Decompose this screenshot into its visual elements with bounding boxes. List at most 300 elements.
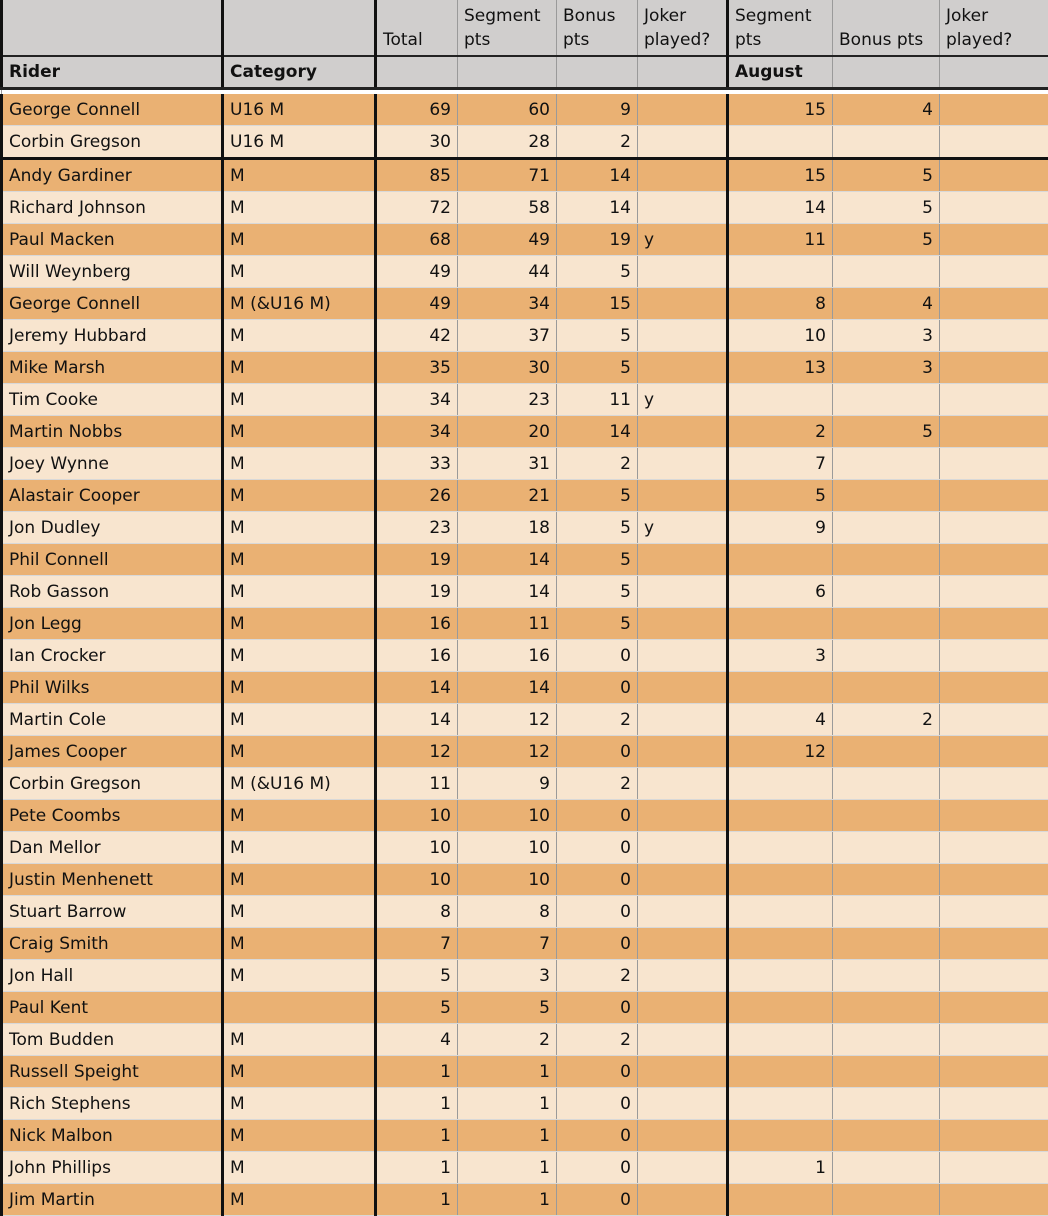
segment-pts-cell[interactable]: 1: [458, 1120, 557, 1152]
joker-cell[interactable]: [638, 192, 728, 224]
joker-cell[interactable]: [638, 1088, 728, 1120]
joker-cell[interactable]: [638, 416, 728, 448]
segment-pts-cell[interactable]: 8: [458, 896, 557, 928]
rider-cell[interactable]: Will Weynberg: [2, 256, 223, 288]
bonus-pts-cell[interactable]: 0: [557, 640, 638, 672]
month-joker-cell[interactable]: [940, 192, 1048, 224]
bonus-pts-cell[interactable]: 0: [557, 1120, 638, 1152]
month-segment-pts-cell[interactable]: [728, 672, 833, 704]
segment-pts-cell[interactable]: 1: [458, 1184, 557, 1216]
segment-pts-cell[interactable]: 9: [458, 768, 557, 800]
segment-pts-cell[interactable]: 49: [458, 224, 557, 256]
month-segment-pts-cell[interactable]: [728, 1056, 833, 1088]
header-category[interactable]: Category: [223, 56, 376, 89]
rider-cell[interactable]: Stuart Barrow: [2, 896, 223, 928]
header-cell[interactable]: [833, 56, 940, 89]
month-joker-cell[interactable]: [940, 94, 1048, 126]
total-cell[interactable]: 4: [376, 1024, 458, 1056]
joker-cell[interactable]: [638, 832, 728, 864]
joker-cell[interactable]: [638, 288, 728, 320]
bonus-pts-cell[interactable]: 0: [557, 864, 638, 896]
month-segment-pts-cell[interactable]: 15: [728, 94, 833, 126]
bonus-pts-cell[interactable]: 5: [557, 320, 638, 352]
joker-cell[interactable]: [638, 1152, 728, 1184]
joker-cell[interactable]: [638, 928, 728, 960]
segment-pts-cell[interactable]: 30: [458, 352, 557, 384]
category-cell[interactable]: M: [223, 608, 376, 640]
month-joker-cell[interactable]: [940, 672, 1048, 704]
bonus-pts-cell[interactable]: 0: [557, 736, 638, 768]
header-month[interactable]: August: [728, 56, 833, 89]
rider-cell[interactable]: Corbin Gregson: [2, 126, 223, 159]
bonus-pts-cell[interactable]: 5: [557, 544, 638, 576]
bonus-pts-cell[interactable]: 2: [557, 448, 638, 480]
month-joker-cell[interactable]: [940, 896, 1048, 928]
rider-cell[interactable]: Corbin Gregson: [2, 768, 223, 800]
segment-pts-cell[interactable]: 23: [458, 384, 557, 416]
total-cell[interactable]: 14: [376, 704, 458, 736]
segment-pts-cell[interactable]: 37: [458, 320, 557, 352]
rider-cell[interactable]: Justin Menhenett: [2, 864, 223, 896]
rider-cell[interactable]: Richard Johnson: [2, 192, 223, 224]
month-segment-pts-cell[interactable]: [728, 800, 833, 832]
month-segment-pts-cell[interactable]: 5: [728, 480, 833, 512]
segment-pts-cell[interactable]: 21: [458, 480, 557, 512]
joker-cell[interactable]: [638, 1184, 728, 1216]
month-joker-cell[interactable]: [940, 256, 1048, 288]
month-bonus-pts-cell[interactable]: [833, 992, 940, 1024]
bonus-pts-cell[interactable]: 0: [557, 1184, 638, 1216]
month-bonus-pts-cell[interactable]: 2: [833, 704, 940, 736]
month-segment-pts-cell[interactable]: 15: [728, 159, 833, 192]
total-cell[interactable]: 49: [376, 256, 458, 288]
category-cell[interactable]: M: [223, 864, 376, 896]
total-cell[interactable]: 1: [376, 1120, 458, 1152]
month-segment-pts-cell[interactable]: 14: [728, 192, 833, 224]
rider-cell[interactable]: Jeremy Hubbard: [2, 320, 223, 352]
rider-cell[interactable]: Dan Mellor: [2, 832, 223, 864]
month-segment-pts-cell[interactable]: [728, 832, 833, 864]
month-joker-cell[interactable]: [940, 960, 1048, 992]
rider-cell[interactable]: Russell Speight: [2, 1056, 223, 1088]
month-joker-cell[interactable]: [940, 1184, 1048, 1216]
total-cell[interactable]: 5: [376, 960, 458, 992]
category-cell[interactable]: M: [223, 576, 376, 608]
month-bonus-pts-cell[interactable]: [833, 960, 940, 992]
category-cell[interactable]: U16 M: [223, 126, 376, 159]
month-segment-pts-cell[interactable]: [728, 896, 833, 928]
month-segment-pts-cell[interactable]: [728, 544, 833, 576]
month-joker-cell[interactable]: [940, 1088, 1048, 1120]
category-cell[interactable]: M (&U16 M): [223, 768, 376, 800]
month-joker-cell[interactable]: [940, 640, 1048, 672]
month-bonus-pts-cell[interactable]: [833, 896, 940, 928]
segment-pts-cell[interactable]: 20: [458, 416, 557, 448]
month-segment-pts-cell[interactable]: 11: [728, 224, 833, 256]
total-cell[interactable]: 16: [376, 608, 458, 640]
total-cell[interactable]: 49: [376, 288, 458, 320]
rider-cell[interactable]: Nick Malbon: [2, 1120, 223, 1152]
segment-pts-cell[interactable]: 44: [458, 256, 557, 288]
segment-pts-cell[interactable]: 60: [458, 94, 557, 126]
rider-cell[interactable]: Phil Connell: [2, 544, 223, 576]
total-cell[interactable]: 1: [376, 1152, 458, 1184]
segment-pts-cell[interactable]: 11: [458, 608, 557, 640]
category-cell[interactable]: M: [223, 320, 376, 352]
rider-cell[interactable]: Pete Coombs: [2, 800, 223, 832]
segment-pts-cell[interactable]: 10: [458, 832, 557, 864]
header-rider[interactable]: Rider: [2, 56, 223, 89]
month-bonus-pts-cell[interactable]: 4: [833, 288, 940, 320]
month-joker-cell[interactable]: [940, 928, 1048, 960]
month-bonus-pts-cell[interactable]: [833, 864, 940, 896]
total-cell[interactable]: 11: [376, 768, 458, 800]
month-bonus-pts-cell[interactable]: [833, 512, 940, 544]
total-cell[interactable]: 8: [376, 896, 458, 928]
header-cell[interactable]: [638, 56, 728, 89]
month-segment-pts-cell[interactable]: [728, 256, 833, 288]
segment-pts-cell[interactable]: 34: [458, 288, 557, 320]
month-segment-pts-cell[interactable]: [728, 1024, 833, 1056]
joker-cell[interactable]: y: [638, 384, 728, 416]
month-segment-pts-cell[interactable]: 8: [728, 288, 833, 320]
month-segment-pts-cell[interactable]: 4: [728, 704, 833, 736]
total-cell[interactable]: 16: [376, 640, 458, 672]
bonus-pts-cell[interactable]: 0: [557, 672, 638, 704]
month-segment-pts-cell[interactable]: 10: [728, 320, 833, 352]
month-bonus-pts-cell[interactable]: [833, 1120, 940, 1152]
bonus-pts-cell[interactable]: 0: [557, 832, 638, 864]
month-bonus-pts-cell[interactable]: [833, 126, 940, 159]
category-cell[interactable]: M: [223, 1088, 376, 1120]
category-cell[interactable]: M: [223, 832, 376, 864]
total-cell[interactable]: 23: [376, 512, 458, 544]
joker-cell[interactable]: [638, 1120, 728, 1152]
rider-cell[interactable]: Jim Martin: [2, 1184, 223, 1216]
rider-cell[interactable]: Rich Stephens: [2, 1088, 223, 1120]
month-bonus-pts-cell[interactable]: 3: [833, 352, 940, 384]
month-segment-pts-cell[interactable]: 13: [728, 352, 833, 384]
category-cell[interactable]: M: [223, 1056, 376, 1088]
bonus-pts-cell[interactable]: 14: [557, 416, 638, 448]
joker-cell[interactable]: y: [638, 512, 728, 544]
joker-cell[interactable]: [638, 768, 728, 800]
month-joker-cell[interactable]: [940, 288, 1048, 320]
total-cell[interactable]: 10: [376, 832, 458, 864]
rider-cell[interactable]: James Cooper: [2, 736, 223, 768]
segment-pts-cell[interactable]: 14: [458, 544, 557, 576]
bonus-pts-cell[interactable]: 0: [557, 928, 638, 960]
total-cell[interactable]: 19: [376, 544, 458, 576]
segment-pts-cell[interactable]: 1: [458, 1088, 557, 1120]
bonus-pts-cell[interactable]: 15: [557, 288, 638, 320]
bonus-pts-cell[interactable]: 0: [557, 896, 638, 928]
month-joker-cell[interactable]: [940, 448, 1048, 480]
segment-pts-cell[interactable]: 28: [458, 126, 557, 159]
month-joker-cell[interactable]: [940, 512, 1048, 544]
segment-pts-cell[interactable]: 18: [458, 512, 557, 544]
month-bonus-pts-cell[interactable]: [833, 928, 940, 960]
rider-cell[interactable]: Jon Hall: [2, 960, 223, 992]
header-cell[interactable]: [376, 56, 458, 89]
bonus-pts-cell[interactable]: 9: [557, 94, 638, 126]
bonus-pts-cell[interactable]: 2: [557, 768, 638, 800]
category-cell[interactable]: M: [223, 416, 376, 448]
joker-cell[interactable]: [638, 960, 728, 992]
month-joker-cell[interactable]: [940, 736, 1048, 768]
month-joker-cell[interactable]: [940, 126, 1048, 159]
joker-cell[interactable]: [638, 608, 728, 640]
total-cell[interactable]: 72: [376, 192, 458, 224]
month-bonus-pts-cell[interactable]: 5: [833, 224, 940, 256]
month-segment-pts-cell[interactable]: [728, 608, 833, 640]
total-cell[interactable]: 1: [376, 1056, 458, 1088]
month-bonus-pts-cell[interactable]: 3: [833, 320, 940, 352]
category-cell[interactable]: [223, 992, 376, 1024]
joker-cell[interactable]: [638, 256, 728, 288]
joker-cell[interactable]: [638, 736, 728, 768]
month-bonus-pts-cell[interactable]: 4: [833, 94, 940, 126]
month-joker-cell[interactable]: [940, 576, 1048, 608]
month-bonus-pts-cell[interactable]: [833, 1056, 940, 1088]
segment-pts-cell[interactable]: 58: [458, 192, 557, 224]
total-cell[interactable]: 12: [376, 736, 458, 768]
rider-cell[interactable]: Phil Wilks: [2, 672, 223, 704]
bonus-pts-cell[interactable]: 5: [557, 256, 638, 288]
total-cell[interactable]: 10: [376, 864, 458, 896]
joker-cell[interactable]: [638, 864, 728, 896]
segment-pts-cell[interactable]: 1: [458, 1056, 557, 1088]
category-cell[interactable]: M: [223, 256, 376, 288]
month-segment-pts-cell[interactable]: 12: [728, 736, 833, 768]
header-bonus-pts[interactable]: Bonus pts: [557, 0, 638, 56]
category-cell[interactable]: M: [223, 1152, 376, 1184]
category-cell[interactable]: M: [223, 640, 376, 672]
month-joker-cell[interactable]: [940, 416, 1048, 448]
joker-cell[interactable]: y: [638, 224, 728, 256]
month-joker-cell[interactable]: [940, 224, 1048, 256]
category-cell[interactable]: M: [223, 1184, 376, 1216]
header-total[interactable]: Total: [376, 0, 458, 56]
total-cell[interactable]: 26: [376, 480, 458, 512]
total-cell[interactable]: 19: [376, 576, 458, 608]
rider-cell[interactable]: Tom Budden: [2, 1024, 223, 1056]
month-segment-pts-cell[interactable]: [728, 126, 833, 159]
category-cell[interactable]: M: [223, 960, 376, 992]
month-segment-pts-cell[interactable]: [728, 928, 833, 960]
month-joker-cell[interactable]: [940, 1152, 1048, 1184]
joker-cell[interactable]: [638, 1056, 728, 1088]
total-cell[interactable]: 85: [376, 159, 458, 192]
month-joker-cell[interactable]: [940, 1120, 1048, 1152]
month-bonus-pts-cell[interactable]: 5: [833, 192, 940, 224]
total-cell[interactable]: 10: [376, 800, 458, 832]
category-cell[interactable]: M: [223, 352, 376, 384]
bonus-pts-cell[interactable]: 2: [557, 1024, 638, 1056]
joker-cell[interactable]: [638, 704, 728, 736]
bonus-pts-cell[interactable]: 19: [557, 224, 638, 256]
month-bonus-pts-cell[interactable]: 5: [833, 416, 940, 448]
month-bonus-pts-cell[interactable]: [833, 736, 940, 768]
joker-cell[interactable]: [638, 576, 728, 608]
total-cell[interactable]: 34: [376, 384, 458, 416]
header-cell[interactable]: [223, 0, 376, 56]
total-cell[interactable]: 1: [376, 1184, 458, 1216]
category-cell[interactable]: M: [223, 159, 376, 192]
bonus-pts-cell[interactable]: 2: [557, 960, 638, 992]
category-cell[interactable]: M: [223, 384, 376, 416]
category-cell[interactable]: M: [223, 224, 376, 256]
bonus-pts-cell[interactable]: 14: [557, 192, 638, 224]
header-cell[interactable]: [557, 56, 638, 89]
month-bonus-pts-cell[interactable]: [833, 608, 940, 640]
segment-pts-cell[interactable]: 71: [458, 159, 557, 192]
month-joker-cell[interactable]: [940, 1024, 1048, 1056]
category-cell[interactable]: M: [223, 480, 376, 512]
month-segment-pts-cell[interactable]: [728, 768, 833, 800]
category-cell[interactable]: M: [223, 736, 376, 768]
month-joker-cell[interactable]: [940, 608, 1048, 640]
segment-pts-cell[interactable]: 14: [458, 576, 557, 608]
segment-pts-cell[interactable]: 5: [458, 992, 557, 1024]
rider-cell[interactable]: Ian Crocker: [2, 640, 223, 672]
month-segment-pts-cell[interactable]: [728, 992, 833, 1024]
month-bonus-pts-cell[interactable]: [833, 672, 940, 704]
rider-cell[interactable]: Paul Kent: [2, 992, 223, 1024]
month-bonus-pts-cell[interactable]: [833, 640, 940, 672]
rider-cell[interactable]: Joey Wynne: [2, 448, 223, 480]
bonus-pts-cell[interactable]: 5: [557, 576, 638, 608]
bonus-pts-cell[interactable]: 0: [557, 1056, 638, 1088]
rider-cell[interactable]: George Connell: [2, 288, 223, 320]
month-segment-pts-cell[interactable]: 6: [728, 576, 833, 608]
month-bonus-pts-cell[interactable]: [833, 384, 940, 416]
month-segment-pts-cell[interactable]: 3: [728, 640, 833, 672]
month-bonus-pts-cell[interactable]: [833, 832, 940, 864]
segment-pts-cell[interactable]: 7: [458, 928, 557, 960]
category-cell[interactable]: M: [223, 1120, 376, 1152]
segment-pts-cell[interactable]: 14: [458, 672, 557, 704]
month-bonus-pts-cell[interactable]: [833, 768, 940, 800]
joker-cell[interactable]: [638, 800, 728, 832]
month-bonus-pts-cell[interactable]: [833, 544, 940, 576]
month-bonus-pts-cell[interactable]: [833, 1152, 940, 1184]
month-joker-cell[interactable]: [940, 480, 1048, 512]
month-joker-cell[interactable]: [940, 1056, 1048, 1088]
joker-cell[interactable]: [638, 992, 728, 1024]
month-joker-cell[interactable]: [940, 704, 1048, 736]
month-joker-cell[interactable]: [940, 800, 1048, 832]
segment-pts-cell[interactable]: 16: [458, 640, 557, 672]
rider-cell[interactable]: Craig Smith: [2, 928, 223, 960]
total-cell[interactable]: 30: [376, 126, 458, 159]
rider-cell[interactable]: Jon Legg: [2, 608, 223, 640]
header-month-joker-played[interactable]: Joker played?: [940, 0, 1048, 56]
segment-pts-cell[interactable]: 12: [458, 736, 557, 768]
category-cell[interactable]: U16 M: [223, 94, 376, 126]
bonus-pts-cell[interactable]: 5: [557, 608, 638, 640]
month-bonus-pts-cell[interactable]: [833, 1088, 940, 1120]
joker-cell[interactable]: [638, 448, 728, 480]
total-cell[interactable]: 5: [376, 992, 458, 1024]
month-segment-pts-cell[interactable]: 9: [728, 512, 833, 544]
month-bonus-pts-cell[interactable]: [833, 480, 940, 512]
category-cell[interactable]: M (&U16 M): [223, 288, 376, 320]
total-cell[interactable]: 69: [376, 94, 458, 126]
total-cell[interactable]: 33: [376, 448, 458, 480]
month-bonus-pts-cell[interactable]: 5: [833, 159, 940, 192]
rider-cell[interactable]: Mike Marsh: [2, 352, 223, 384]
category-cell[interactable]: M: [223, 512, 376, 544]
month-joker-cell[interactable]: [940, 159, 1048, 192]
month-segment-pts-cell[interactable]: [728, 384, 833, 416]
month-bonus-pts-cell[interactable]: [833, 576, 940, 608]
category-cell[interactable]: M: [223, 800, 376, 832]
rider-cell[interactable]: Martin Nobbs: [2, 416, 223, 448]
month-joker-cell[interactable]: [940, 384, 1048, 416]
header-month-segment-pts[interactable]: Segment pts: [728, 0, 833, 56]
bonus-pts-cell[interactable]: 2: [557, 704, 638, 736]
month-segment-pts-cell[interactable]: 2: [728, 416, 833, 448]
month-joker-cell[interactable]: [940, 320, 1048, 352]
header-segment-pts[interactable]: Segment pts: [458, 0, 557, 56]
segment-pts-cell[interactable]: 10: [458, 800, 557, 832]
segment-pts-cell[interactable]: 3: [458, 960, 557, 992]
header-cell[interactable]: [2, 0, 223, 56]
joker-cell[interactable]: [638, 352, 728, 384]
joker-cell[interactable]: [638, 480, 728, 512]
bonus-pts-cell[interactable]: 5: [557, 480, 638, 512]
month-segment-pts-cell[interactable]: [728, 1184, 833, 1216]
total-cell[interactable]: 7: [376, 928, 458, 960]
rider-cell[interactable]: Paul Macken: [2, 224, 223, 256]
joker-cell[interactable]: [638, 126, 728, 159]
segment-pts-cell[interactable]: 31: [458, 448, 557, 480]
total-cell[interactable]: 34: [376, 416, 458, 448]
category-cell[interactable]: M: [223, 704, 376, 736]
bonus-pts-cell[interactable]: 0: [557, 800, 638, 832]
bonus-pts-cell[interactable]: 11: [557, 384, 638, 416]
category-cell[interactable]: M: [223, 672, 376, 704]
category-cell[interactable]: M: [223, 192, 376, 224]
bonus-pts-cell[interactable]: 0: [557, 1088, 638, 1120]
bonus-pts-cell[interactable]: 5: [557, 512, 638, 544]
total-cell[interactable]: 1: [376, 1088, 458, 1120]
header-cell[interactable]: [458, 56, 557, 89]
month-bonus-pts-cell[interactable]: [833, 1184, 940, 1216]
month-segment-pts-cell[interactable]: [728, 864, 833, 896]
rider-cell[interactable]: Andy Gardiner: [2, 159, 223, 192]
joker-cell[interactable]: [638, 1024, 728, 1056]
segment-pts-cell[interactable]: 12: [458, 704, 557, 736]
bonus-pts-cell[interactable]: 2: [557, 126, 638, 159]
bonus-pts-cell[interactable]: 14: [557, 159, 638, 192]
month-joker-cell[interactable]: [940, 864, 1048, 896]
total-cell[interactable]: 14: [376, 672, 458, 704]
category-cell[interactable]: M: [223, 1024, 376, 1056]
rider-cell[interactable]: Jon Dudley: [2, 512, 223, 544]
rider-cell[interactable]: Martin Cole: [2, 704, 223, 736]
month-segment-pts-cell[interactable]: [728, 1120, 833, 1152]
rider-cell[interactable]: John Phillips: [2, 1152, 223, 1184]
header-joker-played[interactable]: Joker played?: [638, 0, 728, 56]
total-cell[interactable]: 42: [376, 320, 458, 352]
rider-cell[interactable]: Alastair Cooper: [2, 480, 223, 512]
segment-pts-cell[interactable]: 10: [458, 864, 557, 896]
joker-cell[interactable]: [638, 159, 728, 192]
segment-pts-cell[interactable]: 1: [458, 1152, 557, 1184]
bonus-pts-cell[interactable]: 5: [557, 352, 638, 384]
